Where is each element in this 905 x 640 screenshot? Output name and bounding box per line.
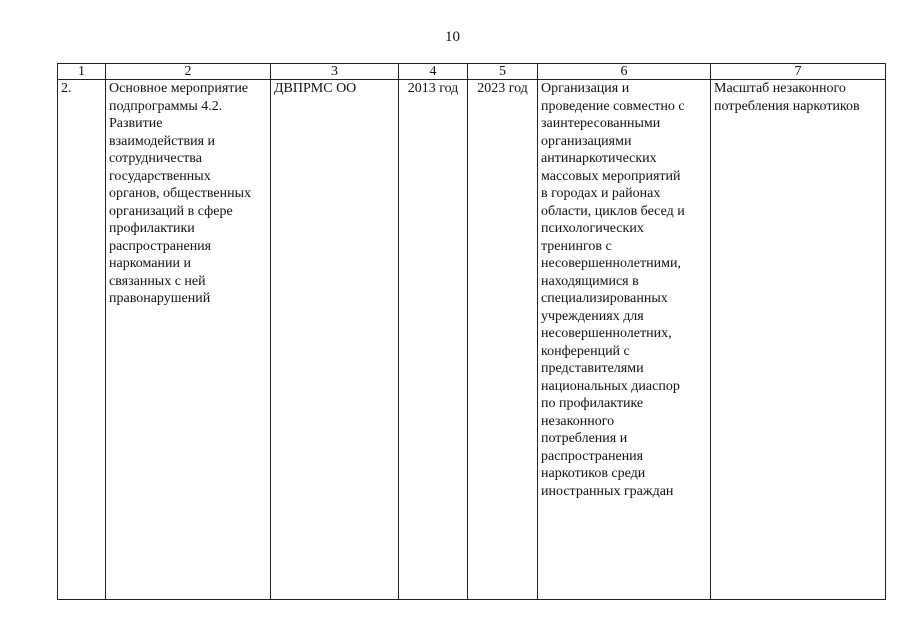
content-line: незаконного bbox=[541, 413, 615, 429]
start-year-cell: 2013 год bbox=[399, 80, 468, 600]
content-line: несовершеннолетних, bbox=[541, 326, 672, 341]
header-col-5: 5 bbox=[468, 64, 538, 80]
event-line: взаимодействия и bbox=[109, 133, 215, 149]
content-line: иностранных граждан bbox=[541, 483, 674, 499]
content-line: Организация и bbox=[541, 81, 630, 96]
executor-cell: ДВПРМС ОО bbox=[271, 80, 399, 600]
event-line: профилактики bbox=[109, 221, 195, 236]
content-line: заинтересованными bbox=[541, 116, 661, 131]
event-line: связанных с ней bbox=[109, 273, 206, 289]
content-line: национальных диаспор bbox=[541, 378, 680, 394]
content-cell bbox=[538, 80, 711, 600]
content-line: массовых мероприятий bbox=[541, 168, 681, 184]
header-col-3: 3 bbox=[271, 64, 399, 80]
content-line: в городах и районах bbox=[541, 186, 661, 201]
page-number: 10 bbox=[445, 29, 460, 45]
content-line: конференций с bbox=[541, 343, 630, 359]
measures-table bbox=[57, 63, 886, 600]
content-line: области, циклов бесед и bbox=[541, 203, 685, 219]
content-line: распространения bbox=[541, 448, 644, 464]
content-line: проведение совместно с bbox=[541, 98, 685, 114]
content-line: потребления и bbox=[541, 431, 628, 446]
indicator-cell bbox=[711, 80, 886, 600]
event-name-cell bbox=[106, 80, 271, 600]
event-line: наркомании и bbox=[109, 256, 191, 271]
content-line: находящимися в bbox=[541, 273, 639, 289]
content-line: наркотиков среди bbox=[541, 466, 646, 481]
event-line: Основное мероприятие bbox=[109, 81, 249, 96]
content-line: несовершеннолетними, bbox=[541, 256, 681, 271]
indicator-line: Масштаб незаконного bbox=[714, 81, 846, 96]
content-line: представителями bbox=[541, 361, 644, 376]
content-line: тренингов с bbox=[541, 238, 612, 254]
content-line: психологических bbox=[541, 221, 644, 236]
event-line: правонарушений bbox=[109, 291, 211, 306]
column-number-row bbox=[58, 64, 886, 80]
event-line: Развитие bbox=[109, 116, 163, 131]
end-year-cell: 2023 год bbox=[468, 80, 538, 600]
header-col-1: 1 bbox=[58, 64, 106, 80]
header-col-4: 4 bbox=[399, 64, 468, 80]
content-line: специализированных bbox=[541, 291, 668, 306]
event-line: сотрудничества bbox=[109, 151, 202, 166]
event-line: государственных bbox=[109, 168, 211, 184]
header-col-2: 2 bbox=[106, 64, 271, 80]
event-line: организаций в сфере bbox=[109, 203, 233, 219]
indicator-line: потребления наркотиков bbox=[714, 98, 860, 114]
event-line: подпрограммы 4.2. bbox=[109, 98, 223, 114]
header-col-7: 7 bbox=[711, 64, 886, 80]
event-line: органов, общественных bbox=[109, 186, 251, 201]
row-number: 2. bbox=[58, 80, 106, 600]
content-line: учреждениях для bbox=[541, 308, 644, 324]
content-line: по профилактике bbox=[541, 396, 644, 411]
table-row bbox=[58, 80, 886, 600]
content-line: антинаркотических bbox=[541, 151, 657, 166]
event-line: распространения bbox=[109, 238, 212, 254]
content-line: организациями bbox=[541, 133, 632, 149]
header-col-6: 6 bbox=[538, 64, 711, 80]
